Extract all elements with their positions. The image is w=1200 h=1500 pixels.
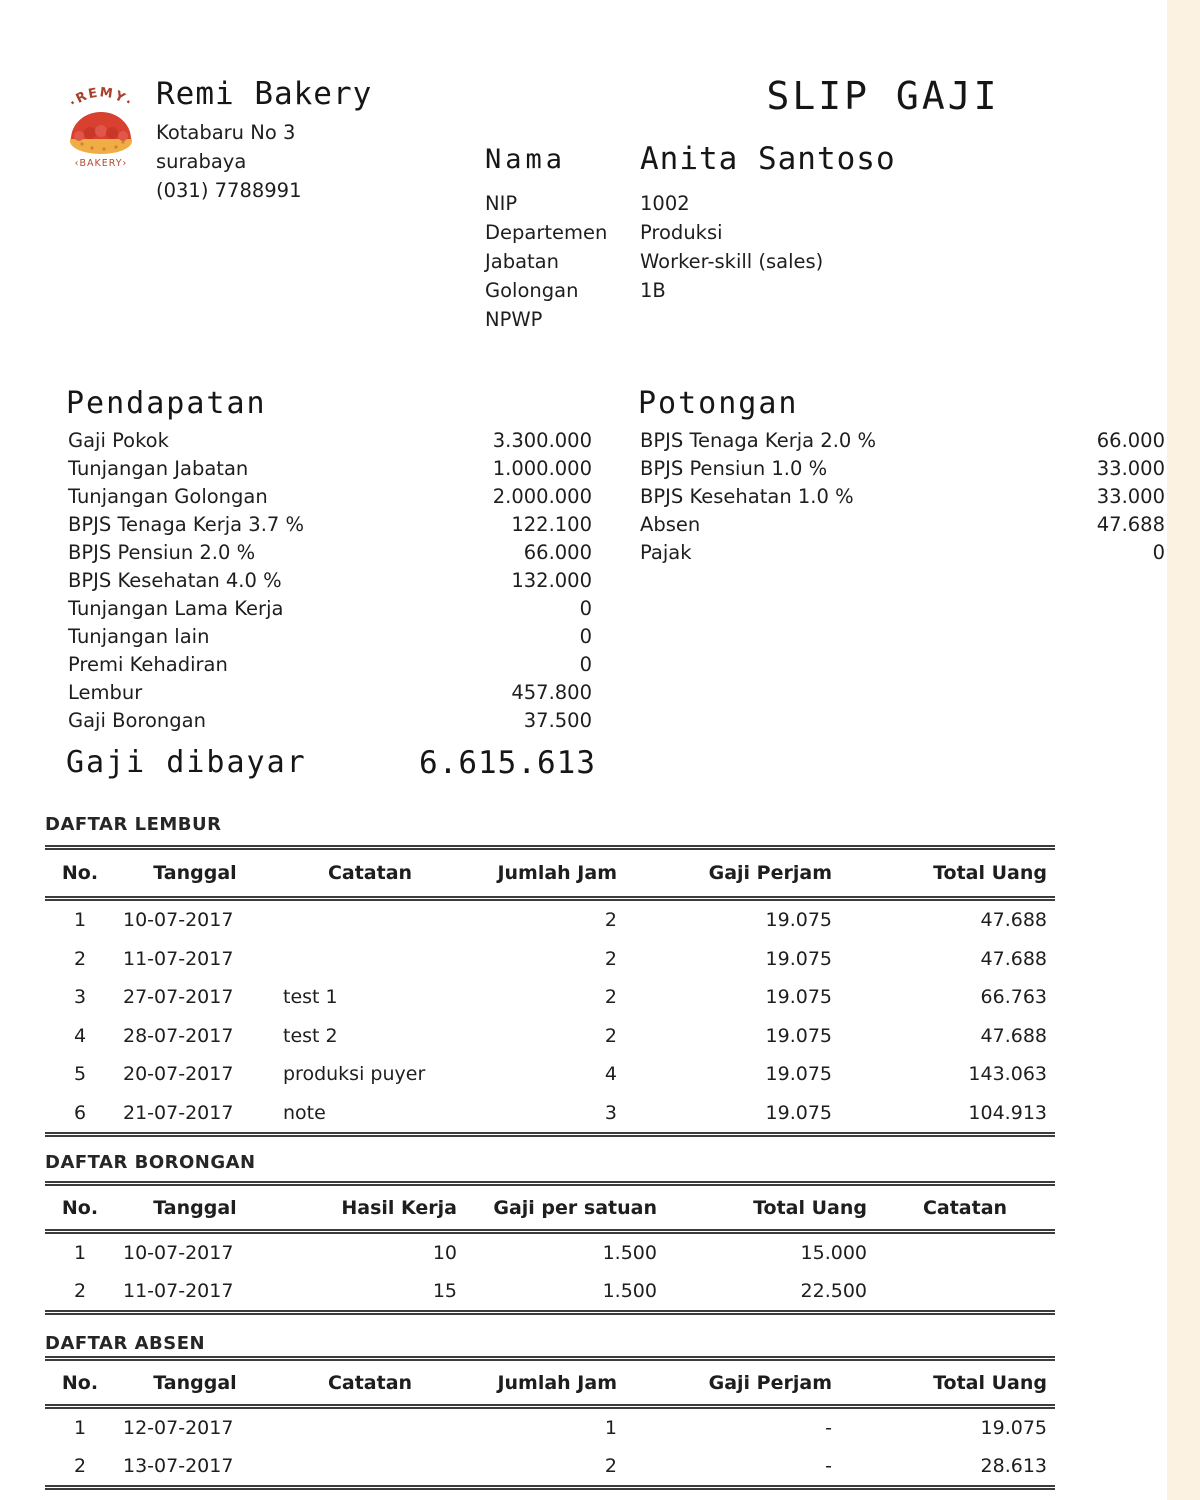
table-header-cell: Gaji per satuan bbox=[493, 1196, 657, 1219]
table-cell: 4 bbox=[604, 1063, 617, 1086]
table-cell: 2 bbox=[604, 1024, 617, 1047]
money-row bbox=[640, 511, 1165, 539]
table-cell: 47.688 bbox=[980, 947, 1047, 970]
total-label: Gaji dibayar bbox=[66, 745, 307, 780]
table-cell: 47.688 bbox=[980, 909, 1047, 932]
table-cell: 1 bbox=[73, 1242, 87, 1264]
money-value: 132.000 bbox=[511, 569, 592, 592]
money-label: Gaji Pokok bbox=[68, 429, 169, 452]
money-label: Absen bbox=[640, 513, 701, 536]
money-label: Tunjangan lain bbox=[68, 625, 210, 648]
employee-field-label: NIP bbox=[485, 192, 518, 215]
money-row bbox=[640, 427, 1165, 455]
money-value: 33.000 bbox=[1096, 485, 1165, 508]
table-cell: - bbox=[825, 1417, 832, 1439]
table-cell: 2 bbox=[73, 1455, 87, 1477]
table-section bbox=[45, 1333, 1055, 1490]
company-address-line1: Kotabaru No 3 bbox=[156, 121, 296, 144]
table-header-cell: No. bbox=[61, 1371, 99, 1394]
table-section bbox=[45, 1152, 1055, 1315]
table-cell: 22.500 bbox=[800, 1280, 867, 1302]
table-cell: 15.000 bbox=[800, 1242, 867, 1264]
table-header-cell: Catatan bbox=[922, 1196, 1008, 1219]
money-label: Lembur bbox=[68, 681, 143, 704]
table-row bbox=[45, 1272, 1055, 1310]
table-cell: 143.063 bbox=[968, 1063, 1047, 1086]
table-cell: 10-07-2017 bbox=[123, 1242, 234, 1264]
table-cell: 19.075 bbox=[980, 1417, 1047, 1439]
table-cell: 3 bbox=[73, 986, 87, 1009]
employee-field-label: NPWP bbox=[485, 308, 543, 331]
money-value: 0 bbox=[579, 625, 592, 648]
table-cell: test 2 bbox=[283, 1024, 338, 1047]
table-cell: 1.500 bbox=[602, 1242, 657, 1264]
table-cell: 28-07-2017 bbox=[123, 1024, 234, 1047]
table-title: DAFTAR BORONGAN bbox=[45, 1152, 256, 1173]
table-cell: produksi puyer bbox=[283, 1063, 426, 1086]
table-cell: 4 bbox=[73, 1024, 87, 1047]
table-cell: 20-07-2017 bbox=[123, 1063, 234, 1086]
table-cell: 2 bbox=[604, 1455, 617, 1477]
table-cell: 5 bbox=[73, 1063, 87, 1086]
money-value: 122.100 bbox=[511, 513, 592, 536]
table-cell: - bbox=[825, 1455, 832, 1477]
money-label: Tunjangan Jabatan bbox=[68, 457, 249, 480]
money-value: 3.300.000 bbox=[492, 429, 592, 452]
table-header-cell: No. bbox=[61, 862, 99, 884]
table-header-row bbox=[45, 850, 1055, 896]
potongan-title: Potongan bbox=[638, 386, 799, 421]
table-row bbox=[45, 940, 1055, 979]
money-row bbox=[640, 455, 1165, 483]
table-header-cell: Tanggal bbox=[153, 1371, 237, 1394]
table-cell: 19.075 bbox=[765, 1101, 832, 1124]
table-title: DAFTAR ABSEN bbox=[45, 1333, 206, 1354]
page-edge-band bbox=[1167, 0, 1200, 1500]
money-label: BPJS Kesehatan 1.0 % bbox=[640, 485, 854, 508]
money-row bbox=[68, 623, 592, 651]
employee-name-label: Nama bbox=[485, 144, 567, 175]
employee-field-label: Jabatan bbox=[485, 250, 559, 273]
money-value: 0 bbox=[579, 653, 592, 676]
employee-field-label: Departemen bbox=[485, 221, 608, 244]
table-row bbox=[45, 1234, 1055, 1272]
money-value: 457.800 bbox=[511, 681, 592, 704]
table-section bbox=[45, 814, 1055, 1137]
table-cell: 28.613 bbox=[980, 1455, 1047, 1477]
table-cell: 1.500 bbox=[602, 1280, 657, 1302]
money-row bbox=[68, 483, 592, 511]
money-row bbox=[68, 455, 592, 483]
money-label: BPJS Kesehatan 4.0 % bbox=[68, 569, 282, 592]
money-value: 66.000 bbox=[1096, 429, 1165, 452]
rule-line bbox=[45, 1310, 1055, 1315]
money-value: 33.000 bbox=[1096, 457, 1165, 480]
total-value: 6.615.613 bbox=[419, 745, 596, 781]
table-cell: 11-07-2017 bbox=[123, 1280, 234, 1302]
table-cell: 2 bbox=[73, 947, 87, 970]
money-row bbox=[68, 511, 592, 539]
table-cell: 10 bbox=[432, 1242, 457, 1264]
table-header-cell: Catatan bbox=[327, 1371, 413, 1394]
table-cell: 1 bbox=[73, 909, 87, 932]
table-cell: 47.688 bbox=[980, 1024, 1047, 1047]
table-header-cell: Jumlah Jam bbox=[497, 1371, 617, 1394]
logo-base-text: ‹BAKERY› bbox=[74, 158, 128, 169]
money-value: 0 bbox=[579, 597, 592, 620]
table-row bbox=[45, 1017, 1055, 1056]
money-value: 1.000.000 bbox=[492, 457, 592, 480]
table-header-row bbox=[45, 1186, 1055, 1229]
table-cell: 2 bbox=[604, 986, 617, 1009]
table-cell: 2 bbox=[73, 1280, 87, 1302]
table-cell: 19.075 bbox=[765, 1063, 832, 1086]
employee-field-label: Golongan bbox=[485, 279, 579, 302]
employee-name: Anita Santoso bbox=[640, 141, 896, 177]
money-label: BPJS Tenaga Kerja 3.7 % bbox=[68, 513, 305, 536]
table-row bbox=[45, 1409, 1055, 1447]
table-header-cell: Total Uang bbox=[753, 1196, 867, 1219]
table-cell: 11-07-2017 bbox=[123, 947, 234, 970]
table-row bbox=[45, 1055, 1055, 1094]
table-header-cell: Tanggal bbox=[153, 862, 237, 884]
money-row bbox=[68, 707, 592, 735]
company-address-line2: surabaya bbox=[156, 150, 247, 173]
table-cell: 19.075 bbox=[765, 909, 832, 932]
employee-field-value: 1002 bbox=[640, 192, 690, 215]
table-row bbox=[45, 1447, 1055, 1485]
table-cell: note bbox=[283, 1101, 326, 1124]
employee-field bbox=[485, 247, 823, 276]
table-header-cell: Total Uang bbox=[933, 862, 1047, 884]
employee-field bbox=[485, 305, 823, 334]
table-cell: 19.075 bbox=[765, 1024, 832, 1047]
table-header-cell: Tanggal bbox=[153, 1196, 237, 1219]
potongan-list bbox=[640, 427, 1165, 567]
table-cell: 2 bbox=[604, 909, 617, 932]
page-title: SLIP GAJI bbox=[766, 74, 1000, 118]
table-header-cell: Jumlah Jam bbox=[497, 862, 617, 884]
table-cell: 12-07-2017 bbox=[123, 1417, 234, 1439]
money-row bbox=[68, 567, 592, 595]
pendapatan-title: Pendapatan bbox=[66, 386, 267, 421]
pendapatan-list bbox=[68, 427, 592, 735]
table-cell: test 1 bbox=[283, 986, 338, 1009]
table-title: DAFTAR LEMBUR bbox=[45, 814, 222, 835]
employee-field bbox=[485, 218, 823, 247]
money-row bbox=[640, 483, 1165, 511]
table-cell: 13-07-2017 bbox=[123, 1455, 234, 1477]
table-cell: 15 bbox=[432, 1280, 457, 1302]
table-cell: 27-07-2017 bbox=[123, 986, 234, 1009]
rule-line bbox=[45, 1485, 1055, 1490]
table-cell: 2 bbox=[604, 947, 617, 970]
rule-line bbox=[45, 1132, 1055, 1137]
table-cell: 19.075 bbox=[765, 986, 832, 1009]
employee-fields bbox=[485, 189, 823, 334]
table-header-cell: Hasil Kerja bbox=[341, 1196, 457, 1219]
money-row bbox=[68, 539, 592, 567]
money-value: 66.000 bbox=[523, 541, 592, 564]
money-row bbox=[68, 651, 592, 679]
table-header-cell: Catatan bbox=[327, 862, 413, 884]
logo-arc-text bbox=[66, 85, 135, 111]
table-cell: 6 bbox=[73, 1101, 87, 1124]
company-phone: (031) 7788991 bbox=[156, 179, 302, 202]
table-cell: 1 bbox=[604, 1417, 617, 1439]
money-label: Premi Kehadiran bbox=[68, 653, 228, 676]
table-cell: 10-07-2017 bbox=[123, 909, 234, 932]
table-cell: 19.075 bbox=[765, 947, 832, 970]
money-value: 47.688 bbox=[1096, 513, 1165, 536]
table-header-cell: Gaji Perjam bbox=[708, 862, 832, 884]
logo-arc-textpath: ·REMY· bbox=[66, 85, 136, 111]
table-cell: 1 bbox=[73, 1417, 87, 1439]
money-label: BPJS Tenaga Kerja 2.0 % bbox=[640, 429, 877, 452]
employee-field-value: 1B bbox=[640, 279, 666, 302]
table-header-cell: Total Uang bbox=[933, 1371, 1047, 1394]
bakery-logo-icon bbox=[56, 78, 146, 176]
money-row bbox=[640, 539, 1165, 567]
table-cell: 3 bbox=[604, 1101, 617, 1124]
table-row bbox=[45, 1094, 1055, 1133]
money-label: Tunjangan Lama Kerja bbox=[68, 597, 284, 620]
money-label: Pajak bbox=[640, 541, 692, 564]
employee-field bbox=[485, 189, 823, 218]
table-header-cell: Gaji Perjam bbox=[708, 1371, 832, 1394]
employee-field bbox=[485, 276, 823, 305]
table-cell: 104.913 bbox=[968, 1101, 1047, 1124]
table-header-row bbox=[45, 1361, 1055, 1404]
money-row bbox=[68, 679, 592, 707]
money-value: 0 bbox=[1152, 541, 1165, 564]
table-row bbox=[45, 978, 1055, 1017]
money-label: BPJS Pensiun 2.0 % bbox=[68, 541, 256, 564]
money-label: BPJS Pensiun 1.0 % bbox=[640, 457, 828, 480]
employee-field-value: Worker-skill (sales) bbox=[640, 250, 824, 273]
money-label: Gaji Borongan bbox=[68, 709, 206, 732]
money-label: Tunjangan Golongan bbox=[68, 485, 268, 508]
company-name: Remi Bakery bbox=[156, 76, 373, 112]
table-cell: 66.763 bbox=[980, 986, 1047, 1009]
table-cell: 21-07-2017 bbox=[123, 1101, 234, 1124]
money-value: 2.000.000 bbox=[492, 485, 592, 508]
table-header-cell: No. bbox=[61, 1196, 99, 1219]
company-address bbox=[156, 118, 301, 205]
employee-field-value: Produksi bbox=[640, 221, 723, 244]
money-row bbox=[68, 595, 592, 623]
pie-logo-icon bbox=[56, 78, 146, 172]
money-row bbox=[68, 427, 592, 455]
money-value: 37.500 bbox=[523, 709, 592, 732]
table-row bbox=[45, 901, 1055, 940]
